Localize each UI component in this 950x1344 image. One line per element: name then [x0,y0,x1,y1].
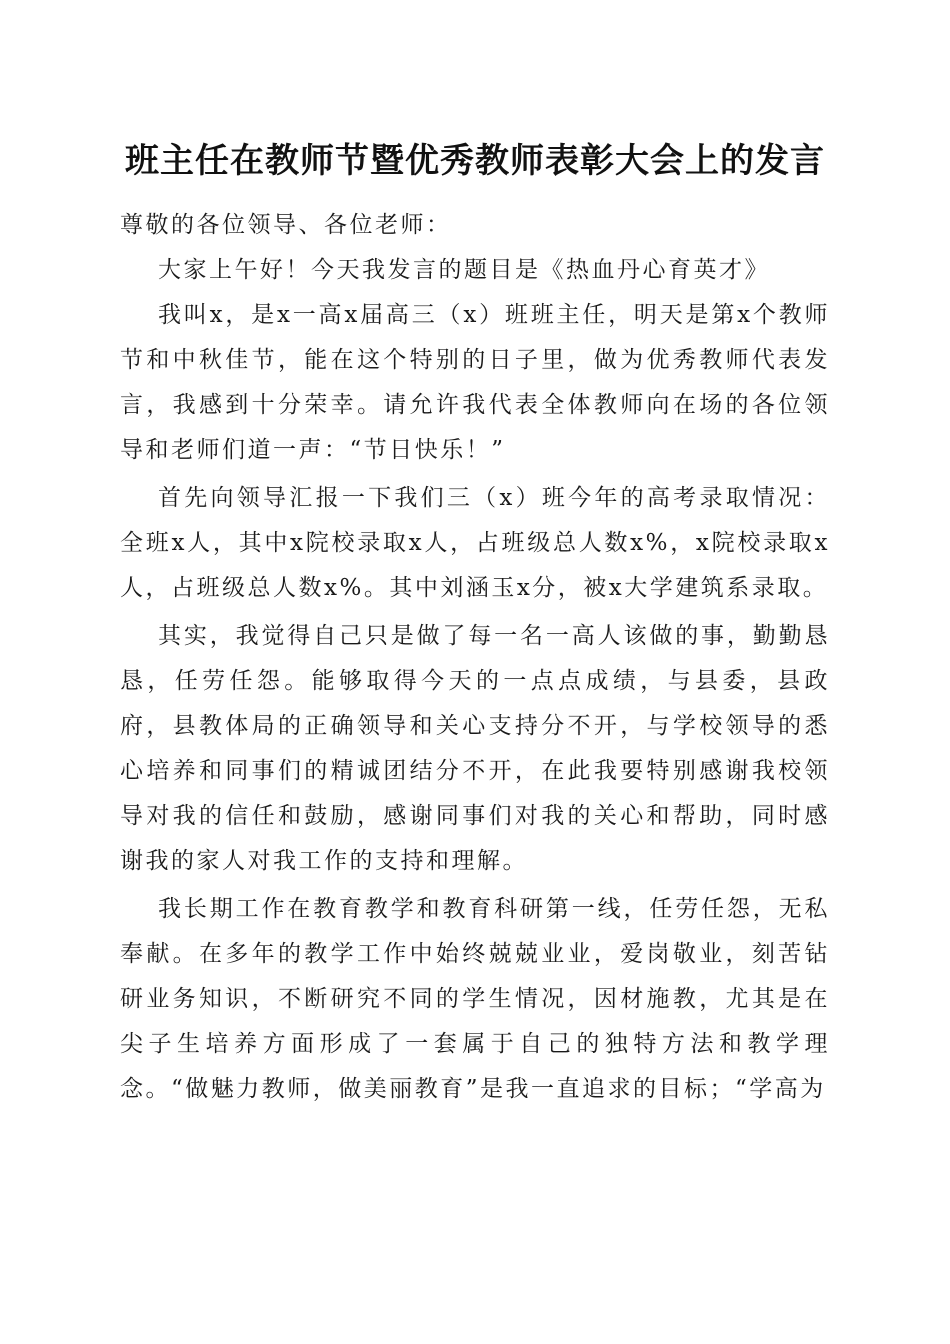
salutation: 尊敬的各位领导、各位老师： [120,212,452,238]
document-title: 班主任在教师节暨优秀教师表彰大会上的发言 [125,141,825,181]
paragraph-introduction: 我叫x，是x一高x届高三（x）班班主任，明天是第x个教师节和中秋佳节，能在这个特别的日子里，做为优秀教师代表发言，我感到十分荣幸。请允许我代表全体教师向在场的各位领导和老师们道一声：“节日快乐！” [120,302,830,463]
paragraph-admission-report: 首先向领导汇报一下我们三（x）班今年的高考录取情况：全班x人，其中x院校录取x人，占班级总人数x%，x院校录取x人，占班级总人数x%。其中刘涵玉x分，被x大学建筑系录取。 [120,485,830,601]
document-body [120,203,830,1112]
paragraph-greeting: 大家上午好！今天我发言的题目是《热血丹心育英才》 [158,257,770,283]
paragraph-teaching-work: 我长期工作在教育教学和教育科研第一线，任劳任怨，无私奉献。在多年的教学工作中始终兢兢业业，爱岗敬业，刻苦钻研业务知识，不断研究不同的学生情况，因材施教，尤其是在尖子生培养方面形成了一套属于自己的独特方法和教学理念。“做魅力教师，做美丽教育”是我一直追求的目标；“学高为 [120,896,830,1102]
paragraph-thanks: 其实，我觉得自己只是做了每一名一高人该做的事，勤勤恳恳，任劳任怨。能够取得今天的一点点成绩，与县委，县政府，县教体局的正确领导和关心支持分不开，与学校领导的悉心培养和同事们的精诚团结分不开，在此我要特别感谢我校领导对我的信任和鼓励，感谢同事们对我的关心和帮助，同时感谢我的家人对我工作的支持和理解。 [120,623,830,874]
